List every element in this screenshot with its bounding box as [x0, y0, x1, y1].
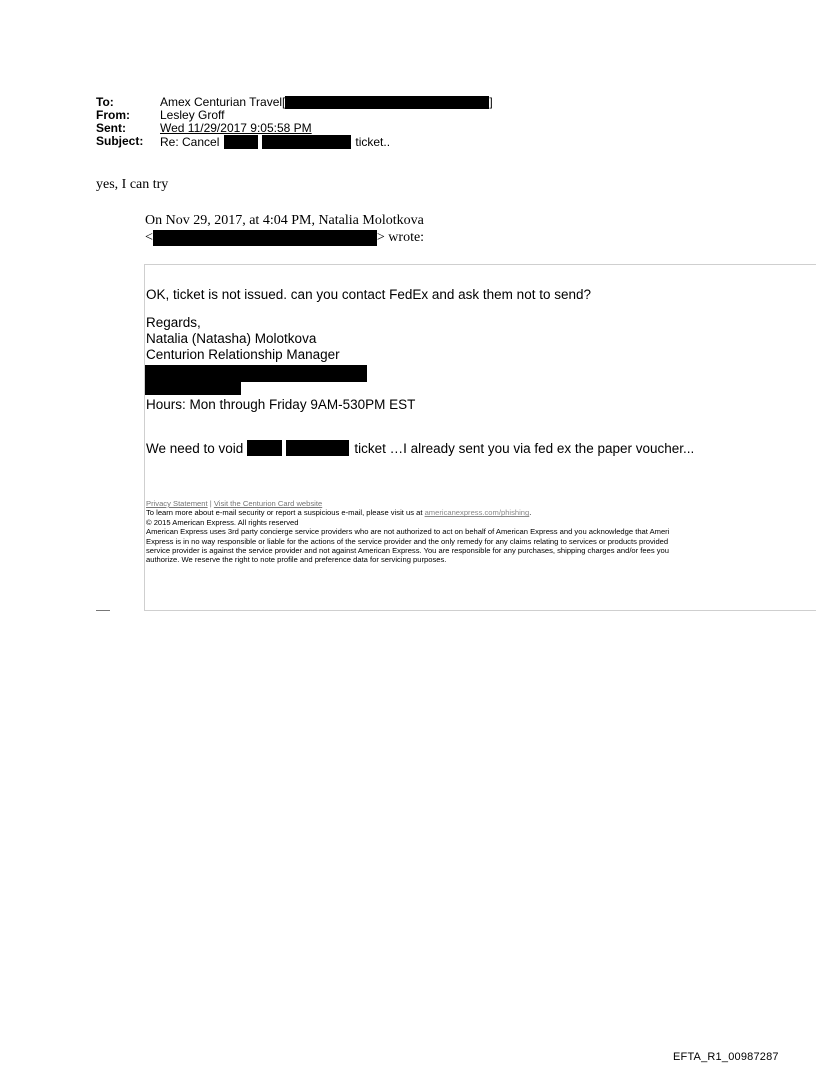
disclaimer-line-3: service provider is against the service provider and not against American Express. You are responsible for any purchases, shipping charges and/or fees you	[146, 546, 669, 556]
signature-regards: Regards,	[146, 315, 201, 330]
centurion-website-link[interactable]: Visit the Centurion Card website	[213, 499, 323, 508]
subject-prefix: Re: Cancel	[160, 134, 220, 149]
subject-label: Subject:	[96, 134, 144, 148]
sent-value: Wed 11/29/2017 9:05:58 PM	[160, 121, 312, 135]
redaction-block	[145, 382, 241, 395]
signature-title: Centurion Relationship Manager	[146, 347, 340, 362]
redaction-block	[224, 135, 258, 149]
sent-row	[96, 122, 493, 135]
redaction-block	[285, 96, 489, 109]
redaction-block	[153, 230, 377, 246]
subject-suffix: ticket..	[355, 134, 391, 149]
void-suffix: ticket …I already sent you via fed ex the paper voucher...	[354, 440, 695, 456]
privacy-statement-link[interactable]: Privacy Statement	[146, 499, 208, 508]
subject-row	[96, 135, 493, 149]
disclaimer-line-4: authorize. We reserve the right to note profile and preference data for servicing purposes.	[146, 555, 447, 565]
footer-separator: |	[209, 499, 212, 508]
disclaimer-line-1: American Express uses 3rd party concierge service providers who are not authorized to act on behalf of American Express and you acknowledge that Ameri	[146, 527, 670, 537]
phishing-link[interactable]: americanexpress.com/phishing	[424, 508, 530, 518]
to-value: Amex Centurian Travel[	[160, 95, 286, 109]
bates-number: EFTA_R1_00987287	[673, 1051, 779, 1063]
to-label: To:	[96, 95, 114, 109]
amex-footer	[146, 499, 816, 565]
security-notice: To learn more about e-mail security or report a suspicious e-mail, please visit us at	[146, 508, 423, 518]
redaction-block	[247, 440, 282, 456]
sent-label: Sent:	[96, 121, 126, 135]
disclaimer-line-2: Express is in no way responsible or liable for the actions of the service provider and the only remedy for any claims relating to services or products provided	[146, 536, 669, 546]
reply-text: yes, I can try	[96, 177, 169, 192]
quote-attribution	[145, 212, 424, 246]
redaction-block	[286, 440, 349, 456]
copyright-text: © 2015 American Express. All rights reserved	[146, 517, 299, 527]
from-value: Lesley Groff	[160, 108, 225, 122]
divider-mark	[96, 610, 110, 611]
signature-hours: Hours: Mon through Friday 9AM-530PM EST	[146, 397, 416, 412]
quote-attribution-line: On Nov 29, 2017, at 4:04 PM, Natalia Molotkova	[145, 213, 424, 228]
redaction-block	[262, 135, 351, 149]
from-label: From:	[96, 108, 130, 122]
to-close-bracket: ]	[489, 95, 493, 109]
to-row	[96, 96, 493, 109]
quoted-message-text: OK, ticket is not issued. can you contact FedEx and ask them not to send?	[146, 287, 591, 302]
void-request-line	[146, 440, 694, 456]
redaction-block	[145, 365, 367, 382]
signature-name: Natalia (Natasha) Molotkova	[146, 331, 317, 346]
email-header	[96, 96, 493, 149]
quote-lt: <	[145, 230, 153, 245]
security-notice-end: .	[529, 508, 532, 518]
void-prefix: We need to void	[146, 440, 244, 456]
quote-wrote: > wrote:	[376, 230, 425, 245]
